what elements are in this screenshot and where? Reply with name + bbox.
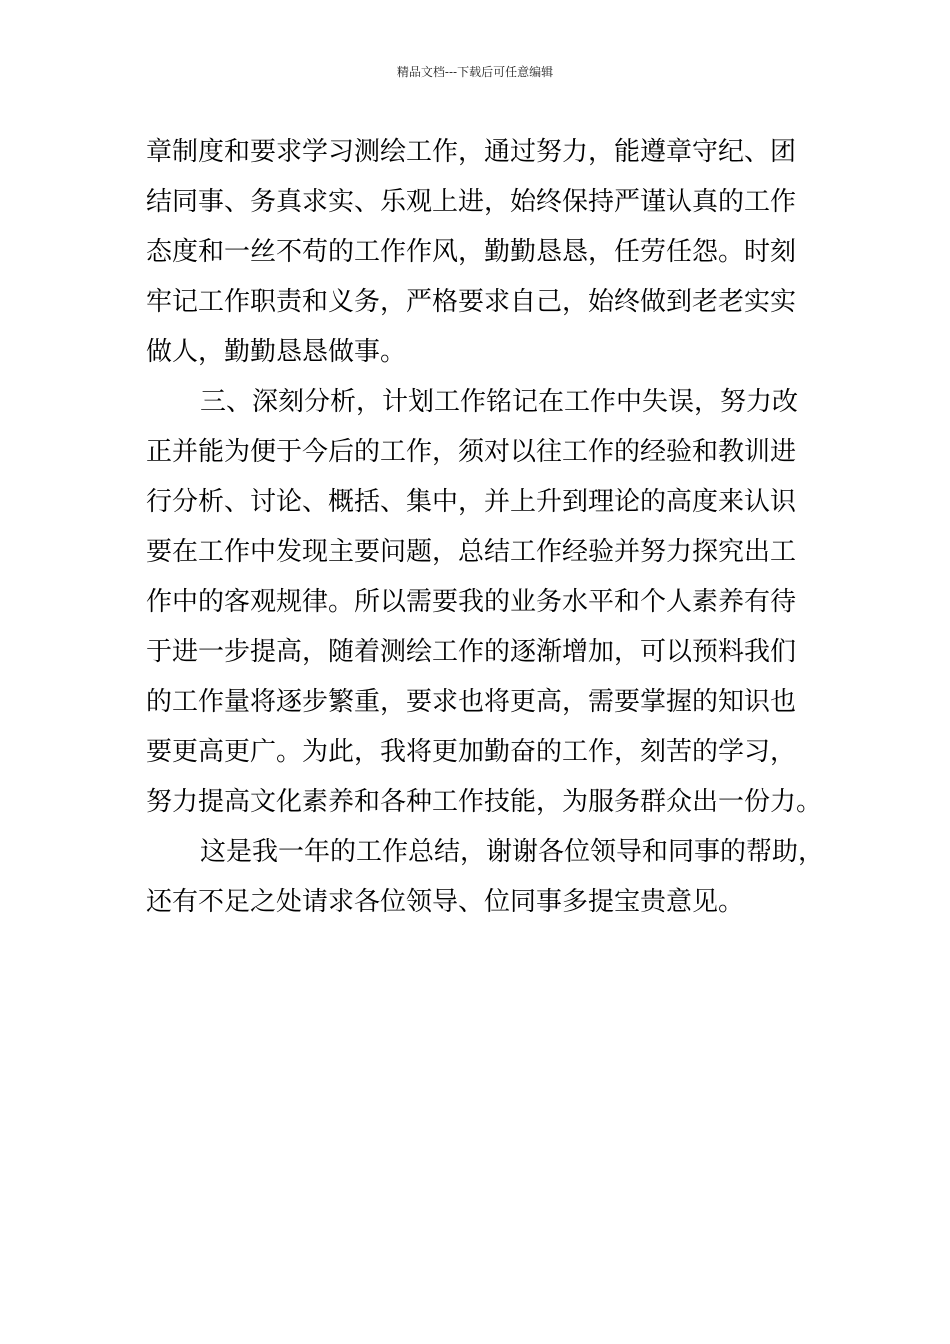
text-line: 的工作量将逐步繁重，要求也将更高，需要掌握的知识也	[146, 687, 797, 717]
text-line: 行分析、讨论、概括、集中，并上升到理论的高度来认识	[146, 487, 797, 517]
paragraph-3	[146, 827, 825, 927]
text-line: 章制度和要求学习测绘工作，通过努力，能遵章守纪、团	[146, 137, 797, 167]
text-line: 态度和一丝不苟的工作作风，勤勤恳恳，任劳任怨。时刻	[146, 237, 797, 267]
text-line: 要在工作中发现主要问题，总结工作经验并努力探究出工	[146, 537, 797, 567]
text-line: 努力提高文化素养和各种工作技能，为服务群众出一份力。	[146, 787, 823, 817]
text-line: 正并能为便于今后的工作，须对以往工作的经验和教训进	[146, 437, 797, 467]
text-line: 于进一步提高，随着测绘工作的逐渐增加，可以预料我们	[146, 637, 797, 667]
text-line: 结同事、务真求实、乐观上进，始终保持严谨认真的工作	[146, 187, 797, 217]
text-line: 三、深刻分析，计划工作铭记在工作中失误，努力改	[200, 387, 799, 417]
text-line: 作中的客观规律。所以需要我的业务水平和个人素养有待	[146, 587, 797, 617]
document-body	[146, 127, 825, 927]
text-line: 这是我一年的工作总结，谢谢各位领导和同事的帮助，	[200, 837, 825, 867]
text-line: 牢记工作职责和义务，严格要求自己，始终做到老老实实	[146, 287, 797, 317]
paragraph-1	[146, 127, 816, 377]
paragraph-2	[146, 377, 823, 827]
text-line: 要更高更广。为此，我将更加勤奋的工作，刻苦的学习，	[146, 737, 797, 767]
page-header: 精品文档---下载后可任意编辑	[396, 65, 554, 79]
text-line: 做人，勤勤恳恳做事。	[146, 337, 407, 367]
text-line: 还有不足之处请求各位领导、位同事多提宝贵意见。	[146, 887, 745, 917]
